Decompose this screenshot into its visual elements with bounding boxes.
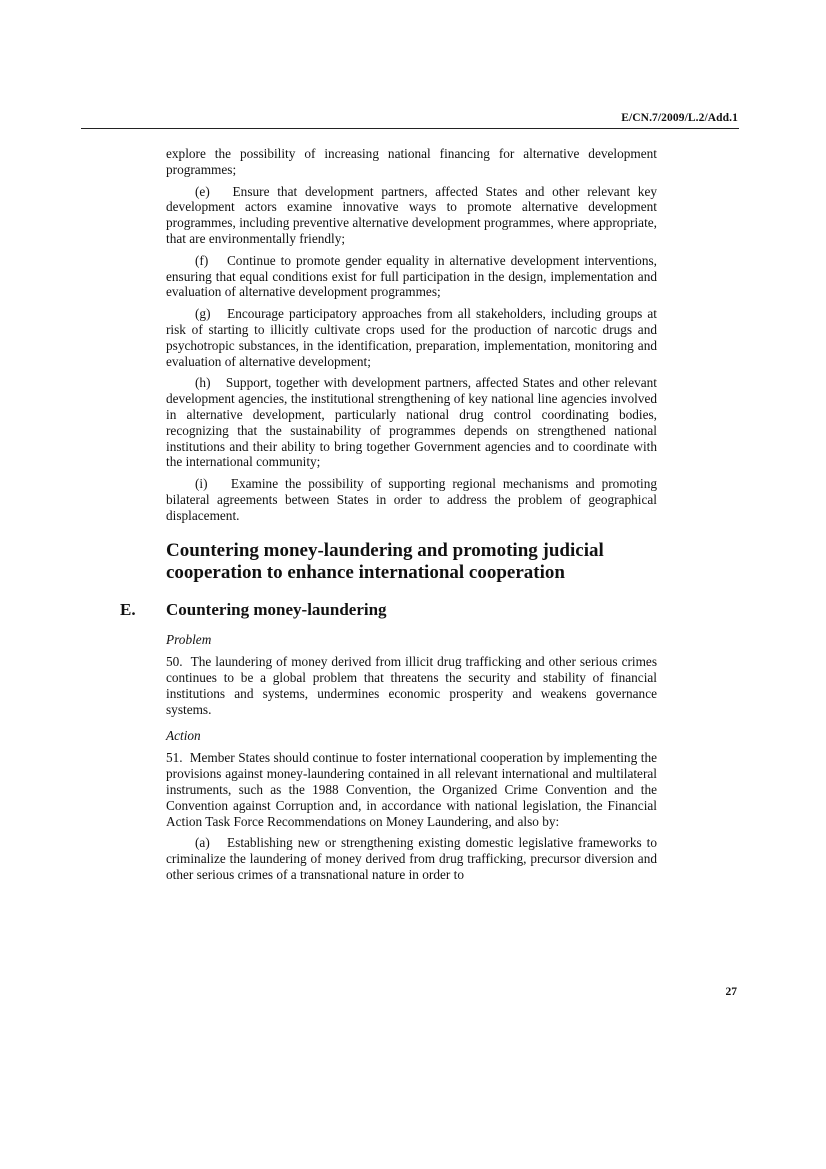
paragraph-text: Member States should continue to foster international cooperation by implementing the provisions against money-laundering contained in all relevant international and multilateral instruments, such as the 1988 Convention, the Organized Crime Convention and the Convention against Corruption and, in accordance with national legislation, the Financial Action Task Force Recommendations on Money Laundering, and also by: <box>166 750 657 829</box>
list-item-text: Continue to promote gender equality in alternative development interventions, ensuring that equal conditions exist for full participation in the design, implementation and evaluation of alternative development programmes; <box>166 252 657 300</box>
list-item-label: (h) <box>195 375 211 391</box>
list-item-text: Establishing new or strengthening existing domestic legislative frameworks to criminalize the laundering of money derived from drug trafficking, precursor diversion and other serious crimes of a transnational nature in order to <box>166 835 657 882</box>
document-body <box>120 146 658 889</box>
section-letter: E. <box>120 599 136 619</box>
header-rule <box>81 128 739 129</box>
paragraph-number: 50. <box>166 654 183 670</box>
action-subheading: Action <box>166 727 201 743</box>
list-item-text: Encourage participatory approaches from all stakeholders, including groups at risk of starting to illicitly cultivate crops used for the production of narcotic drugs and psychotropic substances, in the identification, preparation, implementation, monitoring and evaluation of alternative development; <box>166 306 657 369</box>
list-item-text: Support, together with development partners, affected States and other relevant development agencies, the institutional strengthening of key national line agencies involved in alternative development, particularly national drug control coordinating bodies, recognizing that the sustainability of programmes depends on strengthened national institutions and their ability to bring together Government agencies and to coordinate with the international community; <box>166 375 657 470</box>
list-item-a <box>166 835 657 882</box>
list-item-label: (a) <box>195 835 210 851</box>
list-item-e <box>166 184 657 247</box>
list-item-label: (e) <box>195 183 210 199</box>
list-item-label: (f) <box>195 252 209 268</box>
section-heading <box>120 599 657 620</box>
list-item-f <box>166 253 657 300</box>
list-item-text: Examine the possibility of supporting regional mechanisms and promoting bilateral agreements between States in order to address the problem of geographical displacement. <box>166 476 657 523</box>
paragraph-number: 51. <box>166 750 183 766</box>
list-item-i <box>166 476 657 523</box>
list-item-text: Ensure that development partners, affected States and other relevant key development actors examine innovative ways to promote alternative development programmes, including preventive alternative development programmes, where appropriate, that are environmentally friendly; <box>166 183 657 246</box>
document-symbol: E/CN.7/2009/L.2/Add.1 <box>621 112 738 124</box>
list-item-h <box>166 375 657 470</box>
continuation-paragraph: explore the possibility of increasing national financing for alternative development programmes; <box>166 146 657 177</box>
paragraph-51 <box>166 750 657 829</box>
section-title: Countering money-laundering <box>166 599 387 619</box>
page-number: 27 <box>725 986 737 998</box>
list-item-label: (g) <box>195 306 211 322</box>
list-item-label: (i) <box>195 476 208 492</box>
paragraph-50 <box>166 654 657 717</box>
problem-subheading: Problem <box>166 631 212 647</box>
main-heading: Countering money-laundering and promoting judicial cooperation to enhance international cooperation <box>166 539 604 583</box>
list-item-g <box>166 306 657 369</box>
paragraph-text: The laundering of money derived from illicit drug trafficking and other serious crimes continues to be a global problem that threatens the security and stability of financial institutions and systems, undermines economic prosperity and weakens governance systems. <box>166 654 658 717</box>
